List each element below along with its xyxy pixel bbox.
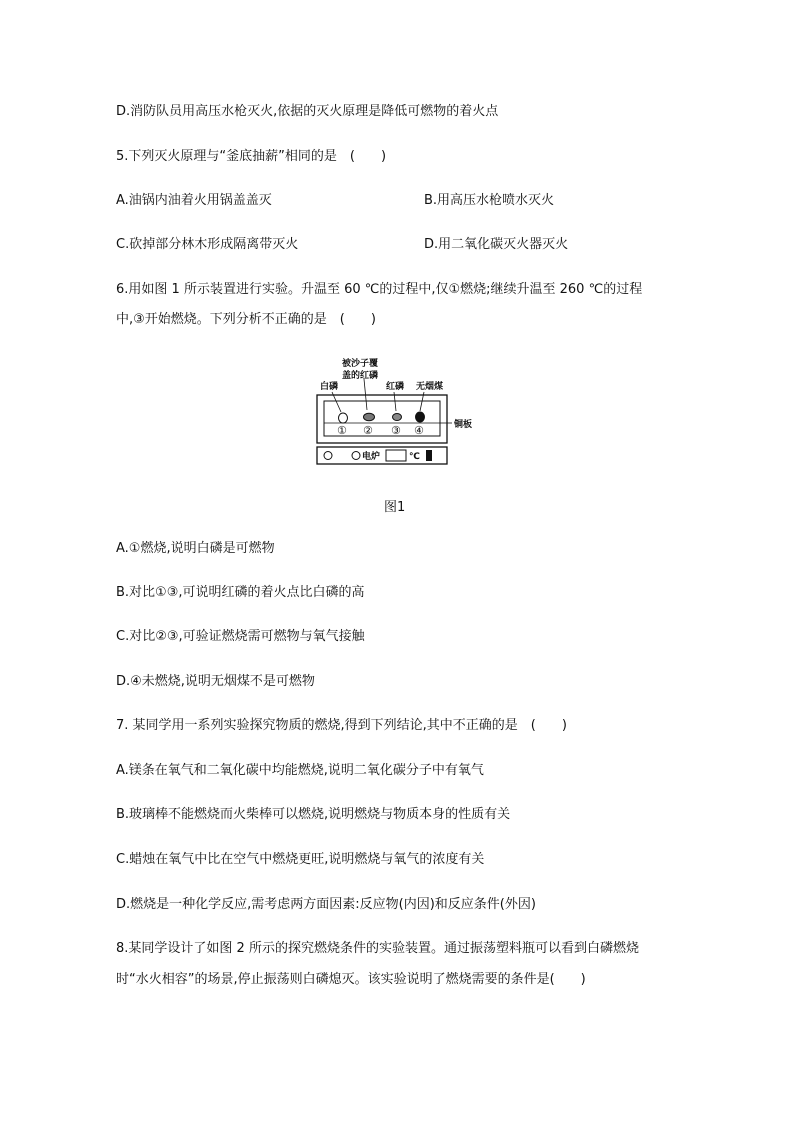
q7-option-a: A.镁条在氧气和二氧化碳中均能燃烧,说明二氧化碳分子中有氧气 (116, 763, 484, 778)
marker-3: ③ (391, 424, 401, 437)
q8-stem-line2: 时“水火相容”的场景,停止振荡则白磷熄灭。该实验说明了燃烧需要的条件是( ) (116, 972, 586, 987)
knob-1 (324, 452, 332, 460)
q6-option-d: D.④未燃烧,说明无烟煤不是可燃物 (116, 674, 315, 689)
marker-4: ④ (414, 424, 424, 437)
q4-option-d: D.消防队员用高压水枪灭火,依据的灭火原理是降低可燃物的着火点 (116, 104, 499, 119)
temperature-display (386, 450, 406, 461)
q5-option-d: D.用二氧化碳灭火器灭火 (424, 237, 569, 252)
figure-1-apparatus (314, 355, 484, 467)
white-phosphorus-sample (339, 413, 348, 423)
sand-covered-red-phosphorus (364, 413, 375, 421)
label-white-phosphorus: 白磷 (320, 382, 339, 392)
q5-option-a: A.油锅内油着火用锅盖盖灭 (116, 193, 272, 208)
q7-stem: 7. 某同学用一系列实验探究物质的燃烧,得到下列结论,其中不正确的是 ( ) (116, 718, 567, 733)
q6-option-c: C.对比②③,可验证燃烧需可燃物与氧气接触 (116, 629, 365, 644)
q6-option-a: A.①燃烧,说明白磷是可燃物 (116, 541, 275, 556)
power-switch (426, 450, 432, 461)
q5-option-c: C.砍掉部分林木形成隔离带灭火 (116, 237, 299, 252)
label-anthracite: 无烟煤 (416, 382, 444, 392)
label-sand-covered-red-p-2: 盖的红磷 (342, 371, 379, 381)
red-phosphorus-sample (393, 414, 402, 421)
knob-2 (352, 452, 360, 460)
label-copper-plate: 铜板 (454, 420, 473, 430)
label-celsius: ℃ (409, 452, 420, 462)
q6-stem-line2: 中,③开始燃烧。下列分析不正确的是 ( ) (116, 312, 376, 327)
q5-stem: 5.下列灭火原理与“釜底抽薪”相同的是 ( ) (116, 149, 387, 164)
q7-option-c: C.蜡烛在氧气中比在空气中燃烧更旺,说明燃烧与氧气的浓度有关 (116, 852, 485, 867)
q5-option-b: B.用高压水枪喷水灭火 (424, 193, 555, 208)
marker-1: ① (337, 424, 347, 437)
q7-option-d: D.燃烧是一种化学反应,需考虑两方面因素:反应物(内因)和反应条件(外因) (116, 897, 536, 912)
q8-stem-line1: 8.某同学设计了如图 2 所示的探究燃烧条件的实验装置。通过振荡塑料瓶可以看到白磷燃烧 (116, 941, 639, 956)
anthracite-sample (416, 412, 425, 422)
q7-option-b: B.玻璃棒不能燃烧而火柴棒可以燃烧,说明燃烧与物质本身的性质有关 (116, 807, 511, 822)
figure-1-caption: 图1 (384, 500, 406, 515)
q6-stem-line1: 6.用如图 1 所示装置进行实验。升温至 60 ℃的过程中,仅①燃烧;继续升温至 260 ℃的过程 (116, 282, 643, 297)
label-electric-stove: 电炉 (362, 452, 381, 462)
marker-2: ② (363, 424, 373, 437)
label-sand-covered-red-p-1: 被沙子覆 (342, 359, 379, 369)
label-red-phosphorus: 红磷 (386, 382, 405, 392)
q6-option-b: B.对比①③,可说明红磷的着火点比白磷的高 (116, 585, 365, 600)
